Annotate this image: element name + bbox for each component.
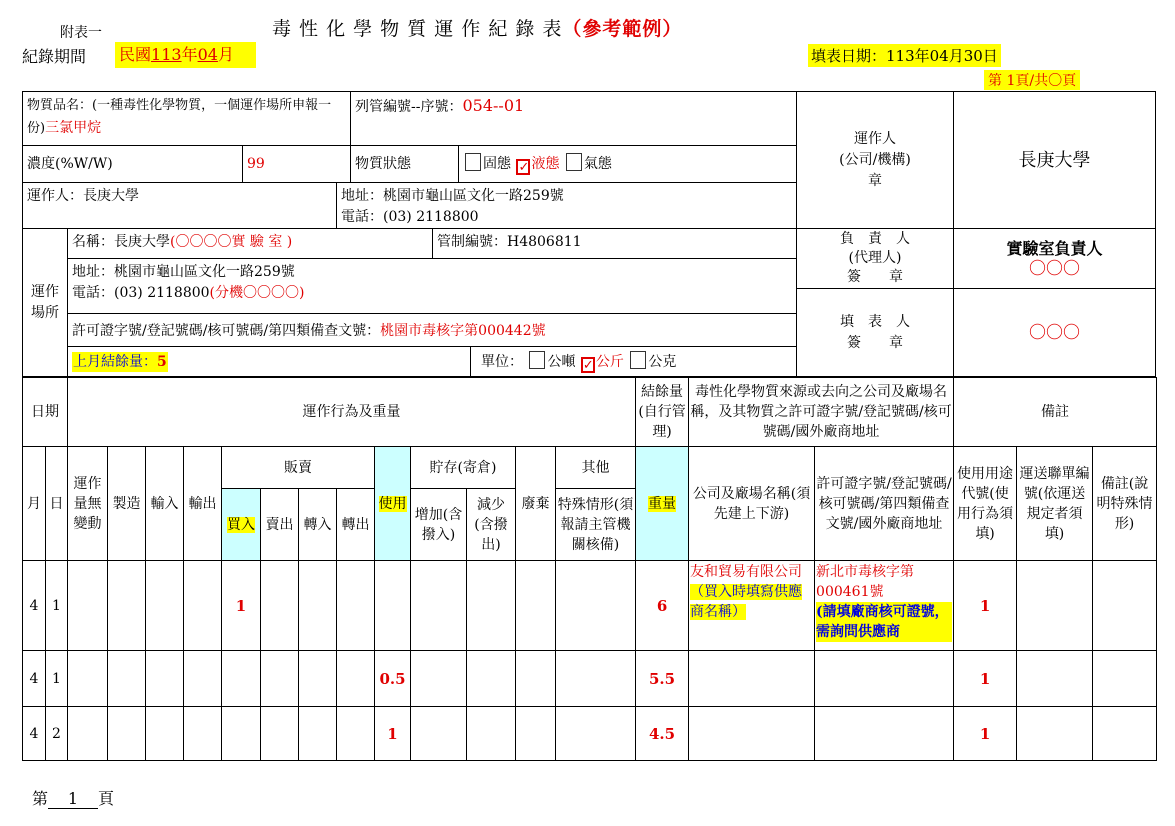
control-number-cell: 列管編號--序號：054--01 xyxy=(350,91,797,146)
h-date: 日期 xyxy=(23,378,68,447)
h-export: 輸出 xyxy=(184,447,222,561)
h-storage: 貯存(寄倉) xyxy=(411,447,516,489)
h-sale: 販賣 xyxy=(222,447,375,489)
annex-label: 附表一 xyxy=(60,25,102,41)
operation-table xyxy=(22,377,1157,761)
state-gas[interactable]: 氣態 xyxy=(564,156,612,172)
h-decrease: 減少(含撥出) xyxy=(467,489,516,561)
checkbox-empty-icon xyxy=(566,153,582,171)
table-row: 4 1 0.5 5.5 1 xyxy=(23,651,1157,707)
fill-date: 填表日期：113年04月30日 xyxy=(808,44,1001,67)
h-manufacture: 製造 xyxy=(108,447,146,561)
h-transfer-out: 轉出 xyxy=(337,489,375,561)
page-footer: 第 1 頁 xyxy=(32,789,115,808)
h-special: 特殊情形(須報請主管機關核備) xyxy=(556,489,636,561)
table-row: 4 2 1 4.5 1 xyxy=(23,707,1157,761)
h-source: 毒性化學物質來源或去向之公司及廠場名稱，及其物質之許可證字號/登記號碼/核可號碼/國外廠商地址 xyxy=(689,378,954,447)
site-label: 運作場所 xyxy=(22,228,68,378)
h-permit: 許可證字號/登記號碼/核可號碼/第四類備查文號/國外廠商地址 xyxy=(815,447,954,561)
h-month: 月 xyxy=(23,447,46,561)
h-sell: 賣出 xyxy=(261,489,299,561)
filler-label: 填 表 人 簽 章 xyxy=(796,288,954,378)
period-value: 民國113年04月 xyxy=(115,42,256,68)
checkbox-empty-icon xyxy=(465,153,481,171)
state-solid[interactable]: 固態 xyxy=(463,156,511,172)
site-name-cell: 名稱：長庚大學(〇〇〇〇實 驗 室 ) xyxy=(67,228,433,259)
filler-value: 〇〇〇 xyxy=(953,288,1156,378)
title-note: （參考範例） xyxy=(562,18,683,40)
h-operations: 運作行為及重量 xyxy=(68,378,636,447)
state-liquid[interactable]: ✓ 液態 xyxy=(518,156,560,175)
permit-cell: 新北市毒核字第000461號 (請填廠商核可證號，需詢問供應商 xyxy=(815,561,954,651)
concentration-value: 99 xyxy=(242,145,351,183)
site-permit-cell: 許可證字號/登記號碼/核可號碼/第四類備查文號：桃園市毒核字第000442號 xyxy=(67,313,797,347)
operator-address-cell: 地址：桃園市龜山區文化一路259號 電話：(03) 2118800 xyxy=(336,182,797,229)
last-balance-cell: 上月結餘量：5 xyxy=(67,346,471,378)
h-other: 其他 xyxy=(556,447,636,489)
operator-seal-label: 運作人 (公司/機構) 章 xyxy=(796,91,954,229)
company-cell: 友和貿易有限公司（買入時填寫供應商名稱） xyxy=(689,561,815,651)
table-row: 4 1 1 6 友和貿易有限公司（買入時填寫供應商名稱） 新北市毒核字第000461號 (請填廠商核可證號，需詢問供應商 1 xyxy=(23,561,1157,651)
h-use-code: 使用用途代號(使用行為須填) xyxy=(954,447,1017,561)
period-label: 紀錄期間 xyxy=(22,47,87,66)
h-buy: 買入 xyxy=(222,489,261,561)
h-manifest: 運送聯單編號(依運送規定者須填) xyxy=(1017,447,1093,561)
operator-seal-value: 長庚大學 xyxy=(953,91,1156,229)
concentration-label: 濃度(%W/W) xyxy=(22,145,243,183)
responsible-value-cell: 實驗室負責人 〇〇〇 xyxy=(953,228,1156,289)
responsible-label: 負 責 人 (代理人) 簽 章 xyxy=(796,228,954,289)
site-control-number: 管制編號：H4806811 xyxy=(432,228,797,259)
h-transfer-in: 轉入 xyxy=(299,489,337,561)
state-label: 物質狀態 xyxy=(350,145,459,183)
unit-cell: 單位： 公噸 ✓ 公斤 公克 xyxy=(470,346,797,378)
h-increase: 增加(含撥入) xyxy=(411,489,467,561)
title-text: 毒 性 化 學 物 質 運 作 紀 錄 表 xyxy=(272,18,563,40)
h-import: 輸入 xyxy=(146,447,184,561)
h-day: 日 xyxy=(46,447,68,561)
form-title xyxy=(272,14,682,41)
substance-name-cell: 物質品名：(一種毒性化學物質，一個運作場所申報一份)三氯甲烷 xyxy=(22,91,351,146)
checkbox-checked-icon: ✓ xyxy=(518,160,530,175)
site-address-cell: 地址：桃園市龜山區文化一路259號 電話：(03) 2118800(分機〇〇〇〇) xyxy=(67,258,797,314)
unit-ton[interactable]: 公噸 xyxy=(527,354,575,370)
h-use: 使用 xyxy=(375,447,411,561)
operator-cell: 運作人：長庚大學 xyxy=(22,182,337,229)
page-info: 第 1頁/共〇頁 xyxy=(984,70,1080,90)
h-remark-note: 備註(說明特殊情形) xyxy=(1093,447,1157,561)
unit-kg[interactable]: ✓ 公斤 xyxy=(582,354,624,373)
h-no-change: 運作量無變動 xyxy=(68,447,108,561)
h-balance: 結餘量(自行管理) xyxy=(636,378,689,447)
h-remark: 備註 xyxy=(954,378,1157,447)
h-discard: 廢棄 xyxy=(516,447,556,561)
h-weight: 重量 xyxy=(636,447,689,561)
h-company: 公司及廠場名稱(須先建上下游) xyxy=(689,447,815,561)
unit-gram[interactable]: 公克 xyxy=(628,354,676,370)
state-options xyxy=(458,145,797,183)
